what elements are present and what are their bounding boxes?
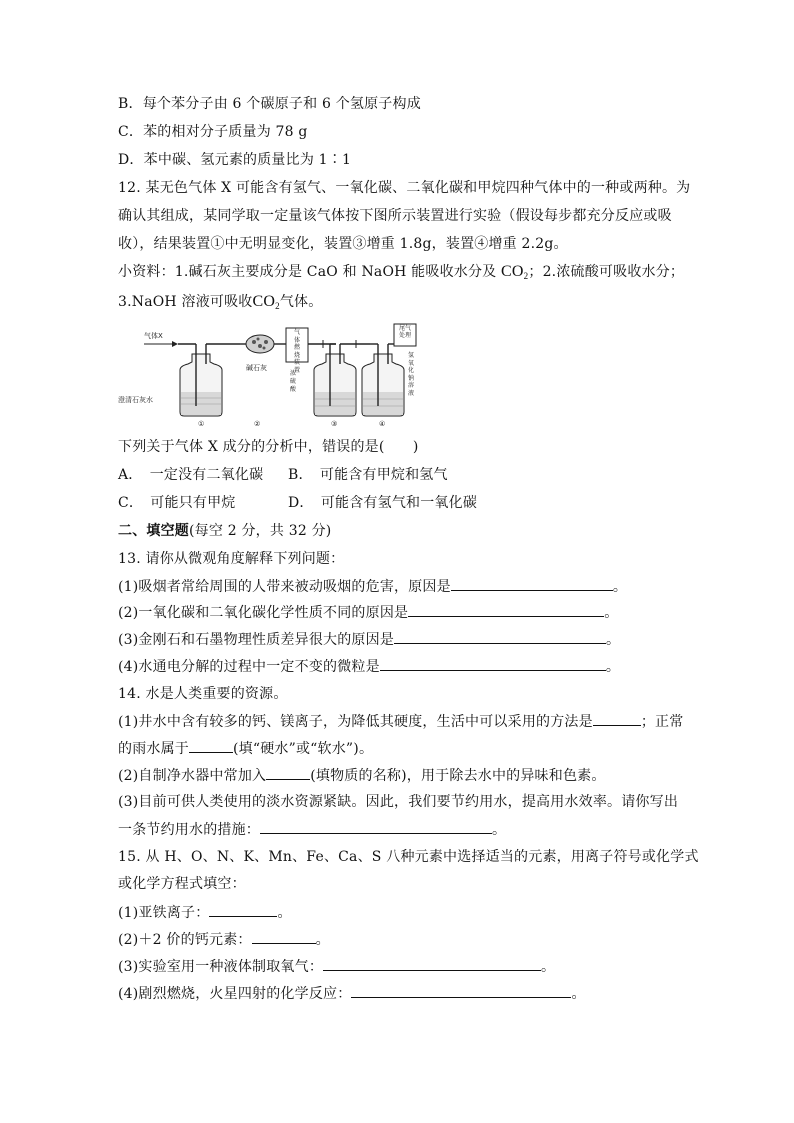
q14-part3-line2: 一条节约用水的措施： 。 xyxy=(118,822,507,838)
q14-stem: 14. 水是人类重要的资源。 xyxy=(118,686,288,702)
tail-gas-label: 尾气处理 xyxy=(398,325,411,339)
label-4: ④ xyxy=(379,420,386,428)
q11-option-d: D．苯中碳、氢元素的质量比为 1∶1 xyxy=(118,152,352,168)
bottle-3 xyxy=(314,344,356,416)
conc-acid-label: 浓硫酸 xyxy=(290,370,297,393)
lime-water-label: 澄清石灰水 xyxy=(118,396,153,404)
q15-part2: (2)＋2 价的钙元素： 。 xyxy=(118,932,330,948)
bottle-1 xyxy=(178,344,222,416)
q12-info-line1 xyxy=(118,263,684,285)
q12-option-d: D． 可能含有氢气和一氧化碳 xyxy=(288,495,478,511)
q12-stem-line1: 12. 某无色气体 X 可能含有氢气、一氧化碳、二氧化碳和甲烷四种气体中的一种或两种。为 xyxy=(118,180,691,196)
q14-part2: (2)自制净水器中常加入 (填物质的名称)，用于除去水中的异味和色素。 xyxy=(118,768,606,784)
q12-info-line2 xyxy=(118,293,322,315)
q13-part4: (4)水通电分解的过程中一定不变的微粒是 。 xyxy=(118,659,621,675)
label-3: ③ xyxy=(331,420,338,428)
q15-stem-line2: 或化学方程式填空： xyxy=(118,876,246,892)
q15-part3: (3)实验室用一种液体制取氧气： 。 xyxy=(118,959,556,975)
q12-option-a: A． 一定没有二氧化碳 xyxy=(118,467,264,483)
q12-info1-pre: 小资料：1.碱石灰主要成分是 CaO 和 NaOH 能吸收水分及 xyxy=(118,264,502,280)
co2-formula: $CO_2$ xyxy=(501,263,529,281)
q12-question: 下列关于气体 X 成分的分析中，错误的是( ) xyxy=(118,439,419,455)
co2-formula: $CO_2$ xyxy=(252,293,280,311)
q15-part1: (1)亚铁离子： 。 xyxy=(118,905,292,921)
section-2-heading xyxy=(118,522,331,540)
q14-part1-line1: (1)井水中含有较多的钙、镁离子，为降低其硬度，生活中可以采用的方法是 ；正常 xyxy=(118,714,684,730)
gas-x-label: 气体X xyxy=(144,332,163,340)
q12-info2-pre: 3.NaOH 溶液可吸收 xyxy=(118,294,253,310)
q14-answer-blank-1[interactable] xyxy=(593,712,641,726)
q14-part1-line2: 的雨水属于 (填“硬水”或“软水”)。 xyxy=(118,741,374,757)
q11-option-b: B．每个苯分子由 6 个碳原子和 6 个氢原子构成 xyxy=(118,96,421,112)
label-1: ① xyxy=(198,420,205,428)
q12-stem-line3: 收），结果装置①中无明显变化，装置③增重 1.8g，装置④增重 2.2g。 xyxy=(118,236,568,252)
q15-answer-blank-1[interactable] xyxy=(209,903,277,917)
section-2-title: 二、填空题 xyxy=(118,523,189,539)
combustion-device-label: 气体燃烧装置 xyxy=(293,329,300,374)
q12-stem-line2: 确认其组成，某同学取一定量该气体按下图所示装置进行实验（假设每步都充分反应或吸 xyxy=(118,208,672,224)
naoh-solution-label: 氢氧化钠溶液 xyxy=(408,352,415,397)
q15-part4: (4)剧烈燃烧，火星四射的化学反应： 。 xyxy=(118,986,586,1002)
label-2: ② xyxy=(254,420,261,428)
inlet-arrowhead xyxy=(172,341,178,347)
q13-answer-blank-2[interactable] xyxy=(408,603,604,617)
q15-answer-blank-3[interactable] xyxy=(323,957,541,971)
q12-options-row2 xyxy=(118,494,477,512)
q12-option-b: B． 可能含有甲烷和氢气 xyxy=(288,467,448,483)
q15-answer-blank-2[interactable] xyxy=(252,930,316,944)
q14-answer-blank-4[interactable] xyxy=(260,820,492,834)
q12-option-c: C． 可能只有甲烷 xyxy=(118,495,236,511)
bottle-4 xyxy=(362,344,404,416)
q13-part2: (2)一氧化碳和二氧化碳化学性质不同的原因是 。 xyxy=(118,605,619,621)
soda-lime-label: 碱石灰 xyxy=(246,364,267,372)
soda-lime-tube xyxy=(240,335,286,353)
q13-answer-blank-1[interactable] xyxy=(451,577,613,591)
experiment-apparatus-figure xyxy=(118,322,428,430)
q12-info2-post: 气体。 xyxy=(279,294,323,310)
section-2-score: (每空 2 分，共 32 分) xyxy=(189,523,332,539)
q12-options-row1 xyxy=(118,466,448,484)
q15-stem-line1: 15. 从 H、O、N、K、Mn、Fe、Ca、S 八种元素中选择适当的元素，用离子符号或化学式 xyxy=(118,849,699,865)
q13-part3: (3)金刚石和石墨物理性质差异很大的原因是 。 xyxy=(118,632,621,648)
q11-option-c: C．苯的相对分子质量为 78 g xyxy=(118,124,308,140)
q13-stem: 13. 请你从微观角度解释下列问题： xyxy=(118,551,345,567)
q15-answer-blank-4[interactable] xyxy=(351,984,571,998)
q14-answer-blank-2[interactable] xyxy=(189,739,233,753)
q13-answer-blank-3[interactable] xyxy=(394,630,606,644)
q13-answer-blank-4[interactable] xyxy=(380,657,606,671)
q12-info1-post: ；2.浓硫酸可吸收水分； xyxy=(528,264,685,280)
q13-part1: (1)吸烟者常给周围的人带来被动吸烟的危害，原因是 。 xyxy=(118,579,628,595)
apparatus-diagram xyxy=(118,322,428,430)
q14-answer-blank-3[interactable] xyxy=(266,766,310,780)
q14-part3-line1: (3)目前可供人类使用的淡水资源紧缺。因此，我们要节约用水，提高用水效率。请你写出 xyxy=(118,794,679,810)
